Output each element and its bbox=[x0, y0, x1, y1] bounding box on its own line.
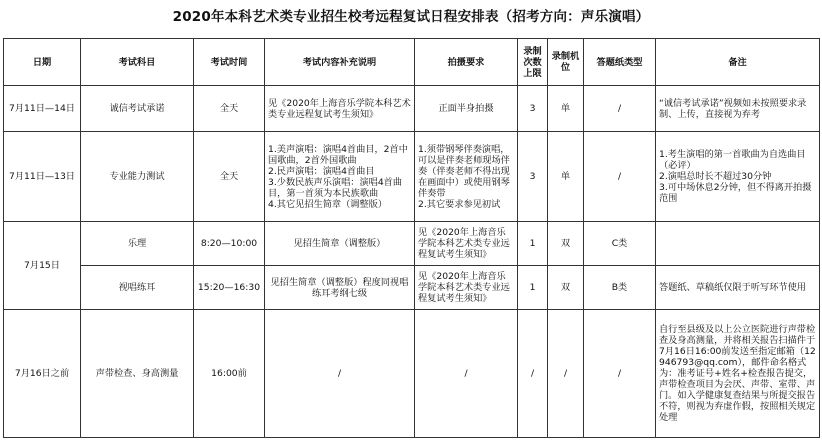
header-subject: 考试科目 bbox=[81, 39, 194, 86]
subject-cell: 视唱练耳 bbox=[81, 266, 194, 310]
filming-cell bbox=[415, 132, 518, 222]
time-cell: 全天 bbox=[194, 86, 265, 132]
filming-cell: 正面半身拍摄 bbox=[415, 86, 518, 132]
date-cell: 7月15日 bbox=[4, 222, 81, 310]
filming-line: 1.须带钢琴伴奏演唱，可以是伴奏老师现场伴奏（伴奏老师不得出现在画面中）或使用钢琴伴奏带 bbox=[418, 143, 510, 199]
header-content: 考试内容补充说明 bbox=[265, 39, 415, 86]
paper-type-cell: / bbox=[584, 86, 656, 132]
page-title: 2020年本科艺术类专业招生校考远程复试日程安排表（招考方向：声乐演唱） bbox=[172, 9, 650, 25]
content-line: 4.其它见招生简章（调整版） bbox=[268, 198, 388, 210]
max-attempts-cell: 3 bbox=[518, 132, 548, 222]
position-cell: / bbox=[548, 310, 584, 438]
content-cell: 见招生简章（调整版） bbox=[265, 222, 415, 266]
filming-line: 2.其它要求参见初试 bbox=[418, 198, 501, 210]
content-cell: 见招生简章（调整版）程度同视唱练耳考纲七级 bbox=[265, 266, 415, 310]
paper-type-cell: / bbox=[584, 310, 656, 438]
max-attempts-cell: 1 bbox=[518, 266, 548, 310]
time-cell: 15:20—16:30 bbox=[194, 266, 265, 310]
position-cell: 双 bbox=[548, 266, 584, 310]
time-cell: 8:20—10:00 bbox=[194, 222, 265, 266]
subject-cell: 诚信考试承诺 bbox=[81, 86, 194, 132]
max-attempts-cell: 1 bbox=[518, 222, 548, 266]
table-row bbox=[4, 222, 820, 266]
filming-cell: 见《2020年上海音乐学院本科艺术类专业远程复试考生须知》 bbox=[415, 266, 518, 310]
content-cell: 见《2020年上海音乐学院本科艺术类专业远程复试考生须知》 bbox=[265, 86, 415, 132]
filming-cell: 见《2020年上海音乐学院本科艺术类专业远程复试考生须知》 bbox=[415, 222, 518, 266]
header-date: 日期 bbox=[4, 39, 81, 86]
subject-cell: 专业能力测试 bbox=[81, 132, 194, 222]
remarks-cell bbox=[656, 132, 820, 222]
table-row bbox=[4, 266, 820, 310]
time-cell: 16:00前 bbox=[194, 310, 265, 438]
header-remarks: 备注 bbox=[656, 39, 820, 86]
date-cell: 7月11日—13日 bbox=[4, 132, 81, 222]
date-cell: 7月11日—14日 bbox=[4, 86, 81, 132]
header-row bbox=[4, 39, 820, 86]
table-row bbox=[4, 310, 820, 438]
position-cell: 单 bbox=[548, 86, 584, 132]
content-cell: / bbox=[265, 310, 415, 438]
content-line: 1.美声演唱：演唱4首曲目，2首中国歌曲，2首外国歌曲 bbox=[268, 143, 408, 166]
paper-type-cell: C类 bbox=[584, 222, 656, 266]
header-position: 录制机位 bbox=[548, 39, 584, 86]
paper-type-cell: / bbox=[584, 132, 656, 222]
date-cell: 7月16日之前 bbox=[4, 310, 81, 438]
table-row bbox=[4, 132, 820, 222]
max-attempts-cell: 3 bbox=[518, 86, 548, 132]
content-line: 2.民声演唱：演唱4首曲目 bbox=[268, 165, 375, 177]
remarks-cell: “诚信考试承诺”视频如未按照要求录制、上传，直接视为弃考 bbox=[656, 86, 820, 132]
header-filming: 拍摄要求 bbox=[415, 39, 518, 86]
schedule-table bbox=[3, 38, 820, 438]
remarks-line: 2.演唱总时长不超过30分钟 bbox=[659, 171, 772, 182]
position-cell: 单 bbox=[548, 132, 584, 222]
content-cell bbox=[265, 132, 415, 222]
paper-type-cell: B类 bbox=[584, 266, 656, 310]
header-paper-type: 答题纸类型 bbox=[584, 39, 656, 86]
position-cell: 双 bbox=[548, 222, 584, 266]
table-row bbox=[4, 86, 820, 132]
remarks-line: 1.考生演唱的第一首歌曲为自选曲目（必评） bbox=[659, 149, 806, 171]
remarks-cell: 答题纸、草稿纸仅限于听写环节使用 bbox=[656, 266, 820, 310]
subject-cell: 声带检查、身高测量 bbox=[81, 310, 194, 438]
max-attempts-cell: / bbox=[518, 310, 548, 438]
subject-cell: 乐理 bbox=[81, 222, 194, 266]
remarks-line: 3.可中场休息2分钟，但不得离开拍摄范围 bbox=[659, 182, 812, 204]
filming-cell: / bbox=[415, 310, 518, 438]
header-time: 考试时间 bbox=[194, 39, 265, 86]
content-line: 3.少数民族声乐演唱：演唱4首曲目，第一首须为本民族歌曲 bbox=[268, 176, 403, 199]
remarks-cell: 自行至县级及以上公立医院进行声带检查及身高测量，并将相关报告扫描件于7月16日16:00前发送至指定邮箱（12946793@qq.com），邮件命名格式为：准考证号+姓名+检查报告提交，声带检查项目为会厌、声带、室带、声门。如入学健康复查结果与所提交报告不符，则视为弃虚作假，按照相关规定处理 bbox=[656, 310, 820, 438]
remarks-cell bbox=[656, 222, 820, 266]
header-max-attempts: 录制次数上限 bbox=[518, 39, 548, 86]
time-cell: 全天 bbox=[194, 132, 265, 222]
